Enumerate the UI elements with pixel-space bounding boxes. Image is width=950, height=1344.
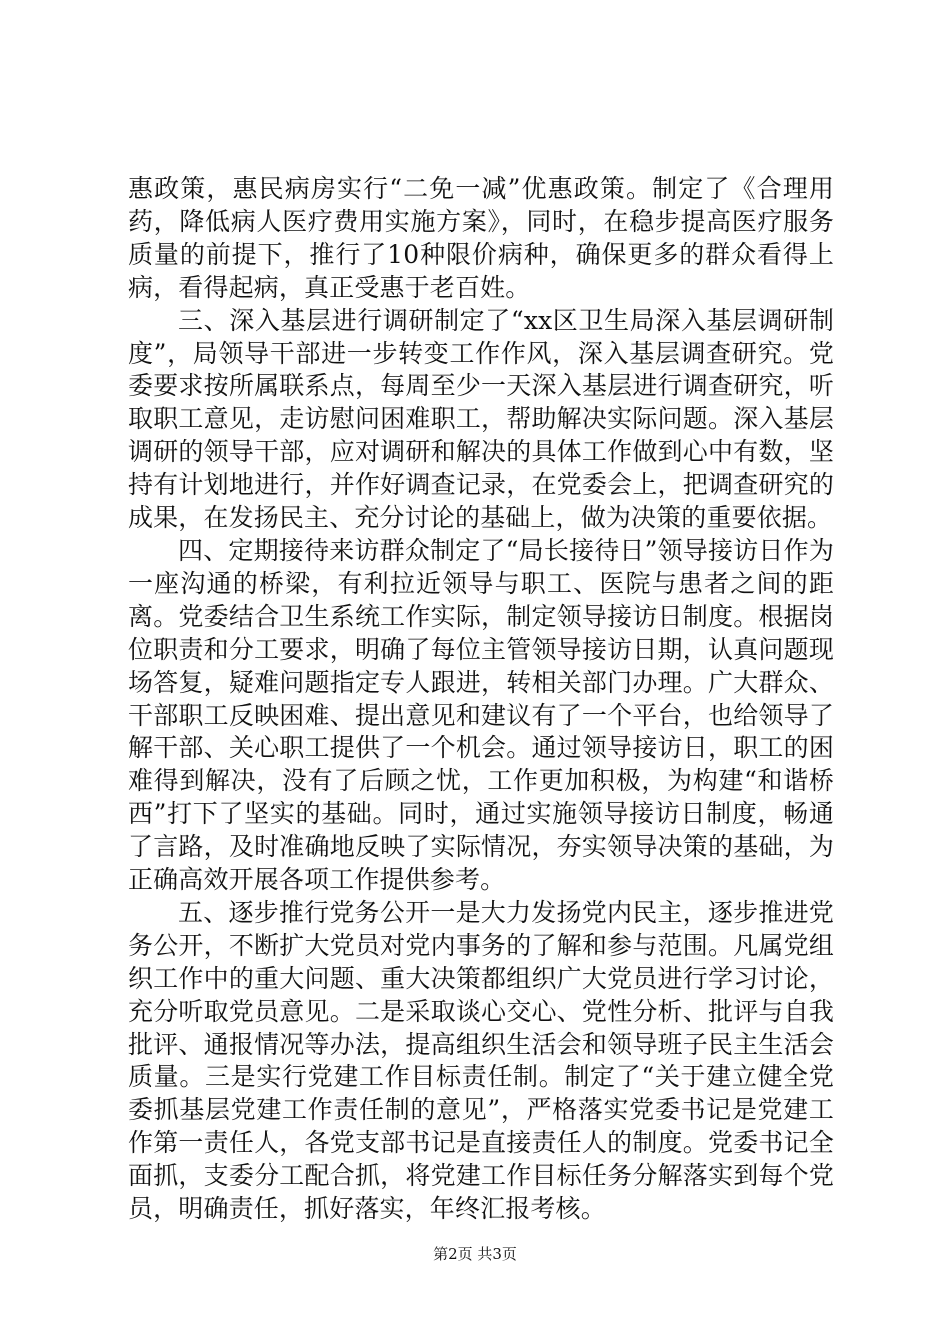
paragraph-continuation: 惠政策，惠民病房实行“二免一减”优惠政策。制定了《合理用药，降低病人医疗费用实施方案》，同时，在稳步提高医疗服务质量的前提下，推行了10种限价病种，确保更多的群众看得上病，看得起病，真正受惠于老百姓。 xyxy=(128,174,834,302)
paragraph-section-four: 四、定期接待来访群众制定了“局长接待日”领导接访日作为一座沟通的桥梁，有利拉近领导与职工、医院与患者之间的距离。党委结合卫生系统工作实际，制定领导接访日制度。根据岗位职责和分工要求，明确了每位主管领导接访日期，认真问题现场答复，疑难问题指定专人跟进，转相关部门办理。广大群众、干部职工反映困难、提出意见和建议有了一个平台，也给领导了解干部、关心职工提供了一个机会。通过领导接访日，职工的困难得到解决，没有了后顾之忧，工作更加积极，为构建“和谐桥西”打下了坚实的基础。同时，通过实施领导接访日制度，畅通了言路，及时准确地反映了实际情况，夯实领导决策的基础，为正确高效开展各项工作提供参考。 xyxy=(128,535,834,895)
body-text xyxy=(128,173,834,1226)
page-footer xyxy=(0,1244,950,1264)
paragraph-section-five: 五、逐步推行党务公开一是大力发扬党内民主，逐步推进党务公开，不断扩大党员对党内事务的了解和参与范围。凡属党组织工作中的重大问题、重大决策都组织广大党员进行学习讨论，充分听取党员意见。二是采取谈心交心、党性分析、批评与自我批评、通报情况等办法，提高组织生活会和领导班子民主生活会质量。三是实行党建工作目标责任制。制定了“关于建立健全党委抓基层党建工作责任制的意见”，严格落实党委书记是党建工作第一责任人，各党支部书记是直接责任人的制度。党委书记全面抓，支委分工配合抓，将党建工作目标任务分解落实到每个党员，明确责任，抓好落实，年终汇报考核。 xyxy=(128,897,834,1224)
page-number: 第2页 共3页 xyxy=(433,1245,517,1263)
paragraph-section-three: 三、深入基层进行调研制定了“xx区卫生局深入基层调研制度”，局领导干部进一步转变工作作风，深入基层调查研究。党委要求按所属联系点，每周至少一天深入基层进行调查研究，听取职工意见，走访慰问困难职工，帮助解决实际问题。深入基层调研的领导干部，应对调研和解决的具体工作做到心中有数，坚持有计划地进行，并作好调查记录，在党委会上，把调查研究的成果，在发扬民主、充分讨论的基础上，做为决策的重要依据。 xyxy=(128,305,834,533)
